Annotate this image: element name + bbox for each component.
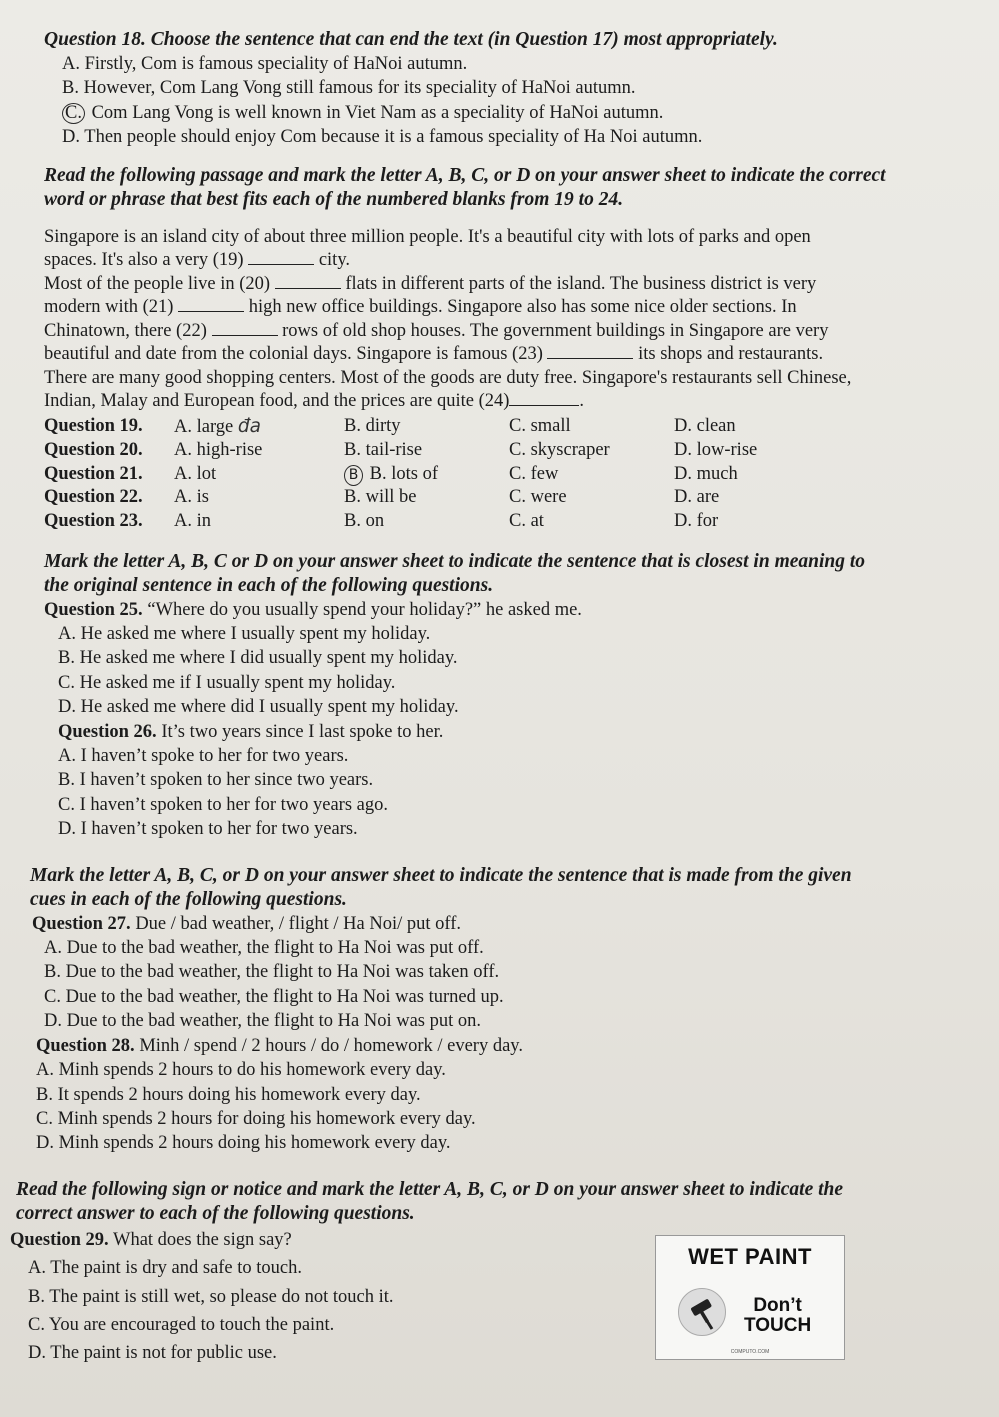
q26-stem: Question 26. It’s two years since I last spoke to her. (58, 721, 444, 742)
q18-option-c: C. Com Lang Vong is well known in Viet Nam as a speciality of HaNoi autumn. (44, 101, 969, 125)
sign-title: WET PAINT (688, 1244, 812, 1269)
q28-stem: Question 28. Minh / spend / 2 hours / do / homework / every day. (36, 1035, 523, 1056)
mcq-grid: Question 19. A. large đa B. dirty C. small D. clean Question 20. A. high-rise B. tail-rise C. skyscraper D. low-rise Question 21. A. lot B B. lots of C. few D. much Question 22. A. is B. will be C. were D. are Question 23. A. in B. on C. at D. for (44, 415, 758, 531)
q25-stem: Question 25. “Where do you usually spend your holiday?” he asked me. (44, 599, 582, 620)
wet-paint-sign (655, 1235, 845, 1360)
q27-option-c: C. Due to the bad weather, the flight to Ha Noi was turned up. (44, 986, 504, 1007)
passage: Singapore is an island city of about three million people. It's a beautiful city with lots of parks and open spaces. It's also a very (19) city. Most of the people live in (20) flats in different parts of the island. The business district is very modern with (21) high new office buildings. Singapore also has some nice older sections. In Chinatown, there (22) rows of old shop houses. The government buildings in Singapore are very beautiful and date from the colonial days. Singapore is famous (23) its shops and restaurants. There are many good shopping centers. Most of the goods are duty free. Singapore's restaurants sell Chinese, Indian, Malay and European food, and the prices are quite (24) . (44, 226, 852, 412)
sign-message: Don’t TOUCH (744, 1295, 812, 1336)
q26-option-a: A. I haven’t spoke to her for two years. (58, 746, 349, 767)
q25-option-a: A. He asked me where I usually spent my holiday. (58, 624, 431, 644)
q27-stem: Question 27. Due / bad weather, / flight / Ha Noi/ put off. (32, 913, 461, 934)
instruction-given-cues: Mark the letter A, B, C, or D on your answer sheet to indicate the sentence that is made from the given cues in each of the following questions. (30, 864, 852, 910)
q26-option-b: B. I haven’t spoken to her since two years. (58, 770, 374, 791)
q29-option-a: A. The paint is dry and safe to touch. (28, 1258, 303, 1279)
q18-option-b: B. However, Com Lang Vong still famous for its speciality of HaNoi autumn. (62, 78, 636, 99)
instruction-closest-meaning: Mark the letter A, B, C or D on your answer sheet to indicate the sentence that is closest in meaning to the original sentence in each of the following questions. (44, 550, 866, 596)
q29-option-d: D. The paint is not for public use. (28, 1343, 277, 1364)
q27-option-d: D. Due to the bad weather, the flight to Ha Noi was put on. (44, 1011, 481, 1032)
q28-option-c: C. Minh spends 2 hours for doing his homework every day. (36, 1108, 476, 1129)
paint-roller-icon (678, 1288, 726, 1336)
q25-option-d: D. He asked me where did I usually spent my holiday. (58, 697, 459, 718)
q27-option-b: B. Due to the bad weather, the flight to Ha Noi was taken off. (44, 962, 500, 983)
instruction-sign: Read the following sign or notice and mark the letter A, B, C, or D on your answer sheet to indicate the correct answer to each of the following questions. (16, 1178, 844, 1224)
instruction-passage: Read the following passage and mark the letter A, B, C, or D on your answer sheet to indicate the correct word or phrase that best fits each of the numbered blanks from 19 to 24. (44, 164, 886, 210)
q18-header: Question 18. Choose the sentence that can end the text (in Question 17) most appropriately. (44, 29, 778, 50)
q25-option-b: B. He asked me where I did usually spent my holiday. (58, 648, 458, 669)
q28-option-b: B. It spends 2 hours doing his homework every day. (36, 1084, 421, 1105)
q28-option-a: A. Minh spends 2 hours to do his homework every day. (36, 1060, 446, 1081)
sign-credit: COMPUTO.COM (730, 1349, 770, 1355)
q29-option-b: B. The paint is still wet, so please do not touch it. (28, 1286, 394, 1307)
q28-option-d: D. Minh spends 2 hours doing his homework every day. (36, 1133, 451, 1154)
q25-option-c: C. He asked me if I usually spent my holiday. (58, 672, 396, 693)
q29-stem: Question 29. What does the sign say? (10, 1229, 292, 1250)
q26-option-c: C. I haven’t spoken to her for two years ago. (58, 794, 389, 815)
q29-option-c: C. You are encouraged to touch the paint. (28, 1314, 335, 1335)
q26-option-d: D. I haven’t spoken to her for two years. (58, 819, 358, 840)
q18-option-a: A. Firstly, Com is famous speciality of HaNoi autumn. (62, 54, 468, 74)
q18-option-d: D. Then people should enjoy Com because it is a famous speciality of Ha Noi autumn. (62, 127, 703, 148)
q27-option-a: A. Due to the bad weather, the flight to Ha Noi was put off. (44, 938, 484, 959)
